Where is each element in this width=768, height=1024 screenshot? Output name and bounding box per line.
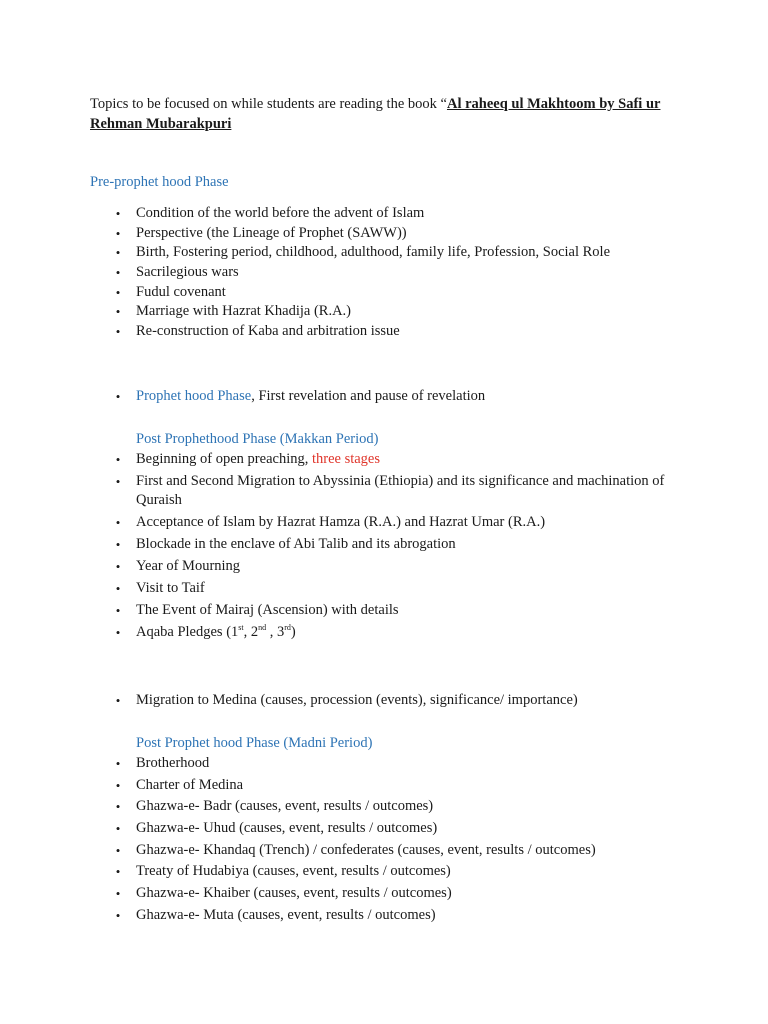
list-item: • Aqaba Pledges (1st, 2nd , 3rd) [0,623,676,643]
list-item: • Condition of the world before the advent of Islam [0,204,676,224]
bullet-icon: • [115,473,121,489]
intro-paragraph [90,94,680,134]
list-item: • Brotherhood [0,754,676,776]
list-item: • Perspective (the Lineage of Prophet (SAWW)) [0,224,676,244]
list-item: • Ghazwa-e- Muta (causes, event, results / outcomes) [0,906,676,928]
list-item: • Acceptance of Islam by Hazrat Hamza (R.A.) and Hazrat Umar (R.A.) [0,513,676,533]
intro-text: Topics to be focused on while students are reading the book “ [90,96,447,112]
madni-period-list [0,754,676,928]
list-item: • Ghazwa-e- Khaiber (causes, event, results / outcomes) [0,884,676,906]
bullet-icon: • [115,907,121,923]
bullet-icon: • [115,864,121,880]
list-item: • Ghazwa-e- Badr (causes, event, results / outcomes) [0,797,676,819]
bullet-icon: • [115,225,121,241]
madni-period-heading: Post Prophet hood Phase (Madni Period) [136,735,373,751]
list-item: • Sacrilegious wars [0,263,676,283]
list-item: • Ghazwa-e- Uhud (causes, event, results / outcomes) [0,819,676,841]
bullet-icon: • [115,756,121,771]
list-item: • Year of Mourning [0,557,676,577]
list-item: • Beginning of open preaching, three stages [0,450,676,470]
bullet-icon: • [115,537,121,553]
list-item: • The Event of Mairaj (Ascension) with details [0,601,676,621]
prophethood-list [0,387,676,407]
bullet-icon: • [115,559,121,575]
list-item: • Treaty of Hudabiya (causes, event, results / outcomes) [0,862,676,884]
bullet-icon: • [115,886,121,902]
bullet-icon: • [115,693,121,708]
bullet-icon: • [115,245,121,261]
bullet-icon: • [115,265,121,281]
list-item: • Prophet hood Phase, First revelation and pause of revelation [0,387,676,407]
bullet-icon: • [115,842,121,858]
book-title: Al raheeq ul Makhtoom by Safi ur Rehman Mubarakpuri [90,96,661,132]
list-item: • Marriage with Hazrat Khadija (R.A.) [0,302,676,322]
pre-prophethood-heading: Pre-prophet hood Phase [90,174,229,190]
pre-prophethood-list [0,204,676,342]
list-item: • Re-construction of Kaba and arbitration issue [0,322,676,342]
list-item: • Migration to Medina (causes, procession (events), significance/ importance) [0,691,676,711]
makkan-period-list [0,450,676,645]
bullet-icon: • [115,580,121,596]
bullet-icon: • [115,777,121,793]
bullet-icon: • [115,324,121,340]
bullet-icon: • [115,799,121,815]
list-item: • Blockade in the enclave of Abi Talib and its abrogation [0,535,676,555]
bullet-icon: • [115,624,121,640]
makkan-period-heading: Post Prophethood Phase (Makkan Period) [136,431,379,447]
bullet-icon: • [115,284,121,300]
bullet-icon: • [115,452,121,467]
list-item: • Ghazwa-e- Khandaq (Trench) / confederates (causes, event, results / outcomes) [0,841,676,863]
migration-list [0,691,676,711]
list-item: • Fudul covenant [0,283,676,303]
bullet-icon: • [115,206,121,221]
prophethood-label: Prophet hood Phase [136,388,252,404]
list-item: • First and Second Migration to Abyssinia (Ethiopia) and its significance and machination of Quraish [0,472,676,511]
highlight-text: three stages [311,451,381,467]
list-item: • Charter of Medina [0,776,676,798]
bullet-icon: • [115,304,121,320]
bullet-icon: • [115,389,121,404]
bullet-icon: • [115,602,121,618]
bullet-icon: • [115,821,121,837]
list-item: • Visit to Taif [0,579,676,599]
list-item: • Birth, Fostering period, childhood, adulthood, family life, Profession, Social Role [0,243,676,263]
bullet-icon: • [115,515,121,531]
